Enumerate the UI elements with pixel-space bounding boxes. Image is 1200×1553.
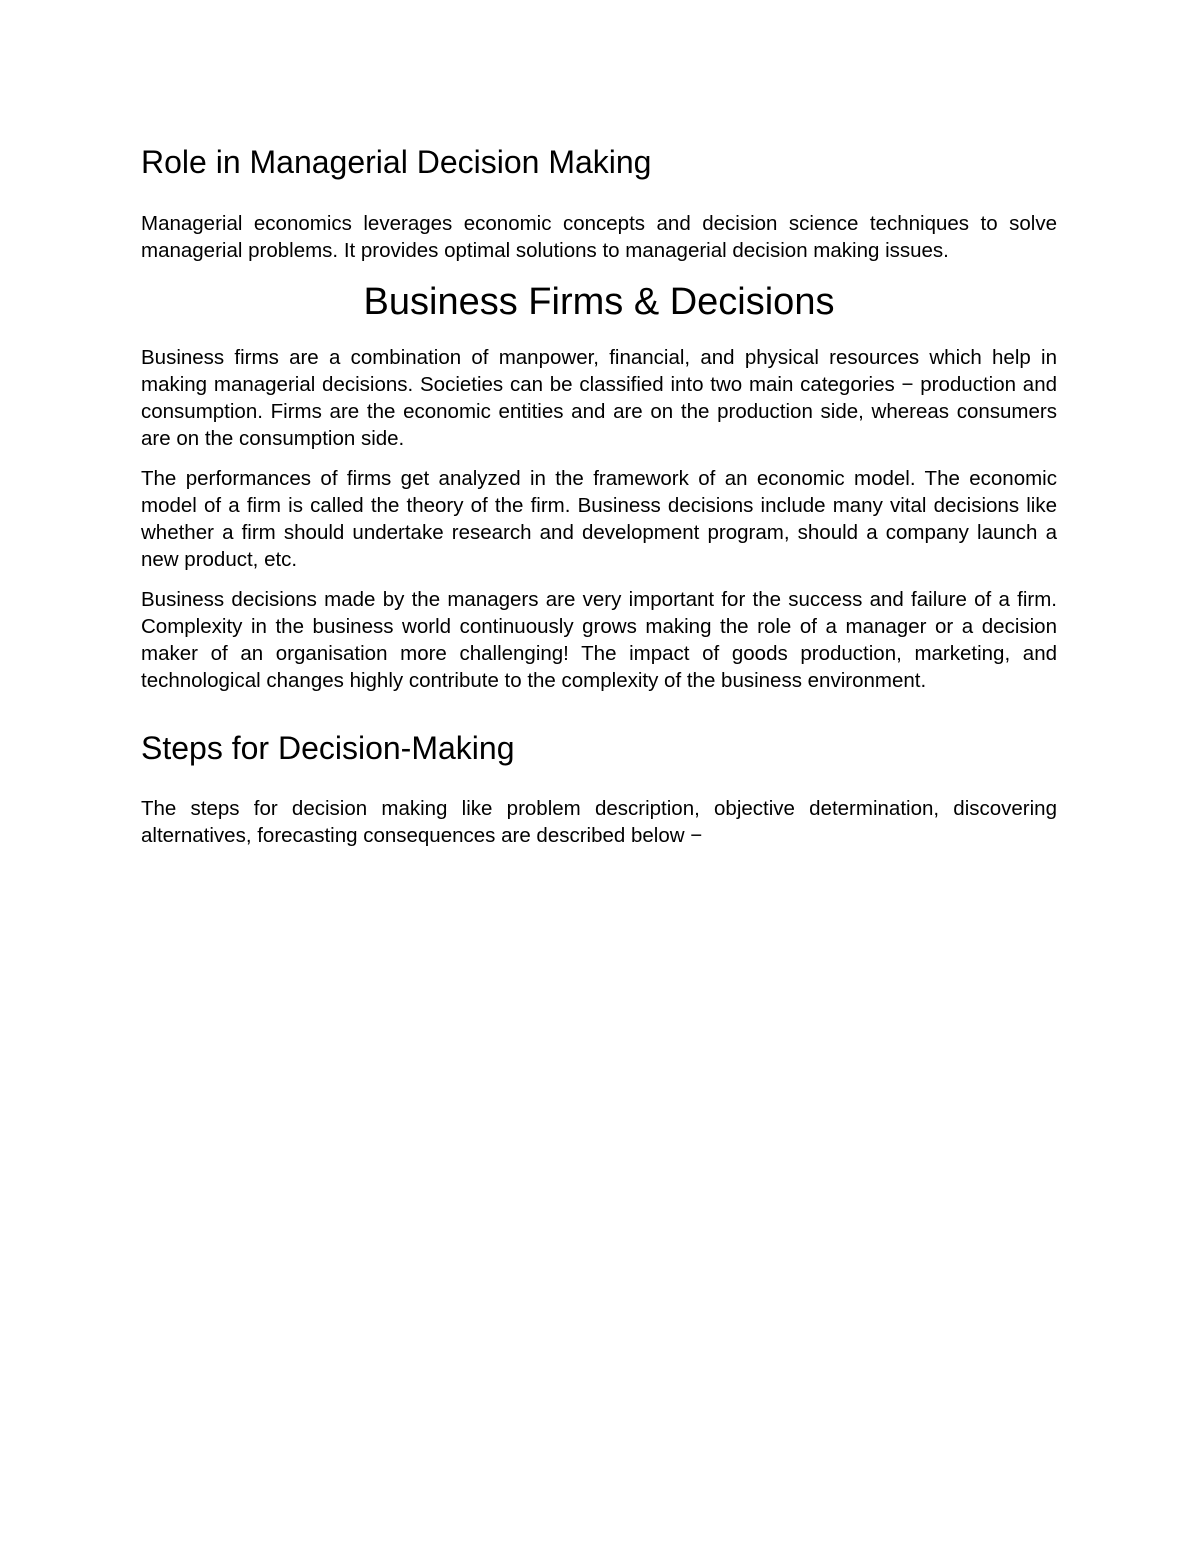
paragraph-business-3: Business decisions made by the managers are very important for the success and failure of a firm. Complexity in the business world continuously grows making the role of a manager or a decision maker of an organisation more challenging! The impact of goods production, marketing, and technological changes highly contribute to the complexity of the business environment. (141, 588, 1057, 692)
paragraph-role: Managerial economics leverages economic concepts and decision science techniques to solve managerial problems. It provides optimal solutions to managerial decision making issues. (141, 212, 1057, 262)
section-heading-steps: Steps for Decision-Making (141, 730, 515, 766)
paragraph-business-2: The performances of firms get analyzed in the framework of an economic model. The economic model of a firm is called the theory of the firm. Business decisions include many vital decisions like whether a firm should undertake research and development program, should a company launch a new product, etc. (141, 467, 1057, 571)
paragraph-business-1: Business firms are a combination of manpower, financial, and physical resources which help in making managerial decisions. Societies can be classified into two main categories − production and consumption. Firms are the economic entities and are on the production side, whereas consumers are on the consumption side. (141, 346, 1057, 450)
document-content (141, 143, 1057, 849)
paragraph-steps: The steps for decision making like problem description, objective determination, discovering alternatives, forecasting consequences are described below − (141, 797, 1057, 847)
section-heading-role: Role in Managerial Decision Making (141, 144, 652, 180)
section-heading-business-firms: Business Firms & Decisions (363, 281, 835, 323)
